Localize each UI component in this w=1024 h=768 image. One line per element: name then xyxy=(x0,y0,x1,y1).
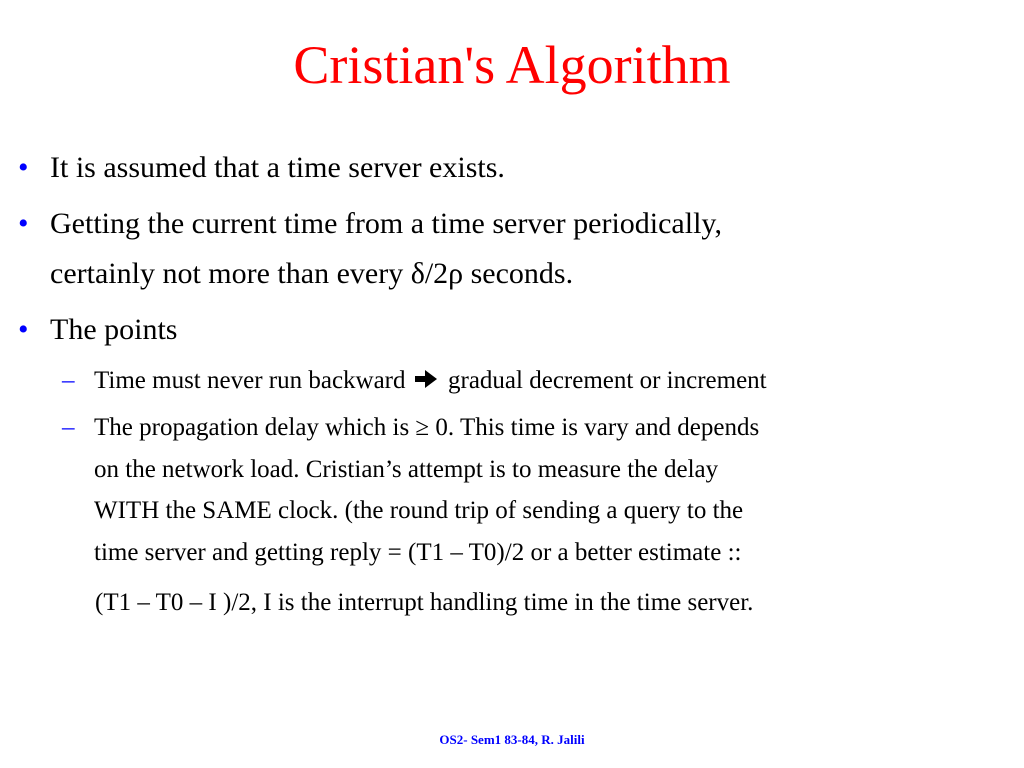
subbullet-text xyxy=(94,407,759,573)
subbullet-line: The propagation delay which is ≥ 0. This time is vary and depends xyxy=(94,414,760,441)
bullet-marker: • xyxy=(18,313,29,346)
slide-title: Cristian's Algorithm xyxy=(293,35,731,95)
bullet-marker: • xyxy=(18,151,29,184)
right-arrow-icon xyxy=(414,368,438,390)
bullet-marker: • xyxy=(18,207,29,240)
subbullet-line: WITH the SAME clock. (the round trip of sending a query to the xyxy=(94,497,744,524)
bullet-line: certainly not more than every δ/2ρ seconds. xyxy=(50,257,574,290)
subbullet-text-after-arrow: gradual decrement or increment xyxy=(448,367,767,394)
slide-footer: OS2- Sem1 83-84, R. Jalili xyxy=(439,732,585,747)
bullet-line: It is assumed that a time server exists. xyxy=(50,151,505,184)
subbullet-line: on the network load. Cristian’s attempt is to measure the delay xyxy=(94,455,719,483)
subbullet-text-before-arrow: Time must never run backward xyxy=(94,367,406,394)
bullet-text xyxy=(50,143,505,193)
bullet-text xyxy=(50,305,178,355)
bullet-text xyxy=(50,199,722,299)
subbullet-text xyxy=(94,360,767,402)
formula-line: (T1 – T0 – I )/2, I is the interrupt handling time in the time server. xyxy=(95,589,754,616)
bullet-line: Getting the current time from a time server periodically, xyxy=(50,207,722,240)
bullet-line: The points xyxy=(50,313,178,346)
subbullet-line: time server and getting reply = (T1 – T0)/2 or a better estimate :: xyxy=(94,538,742,566)
subbullet-marker: – xyxy=(62,367,75,394)
subbullet-marker: – xyxy=(62,414,75,441)
